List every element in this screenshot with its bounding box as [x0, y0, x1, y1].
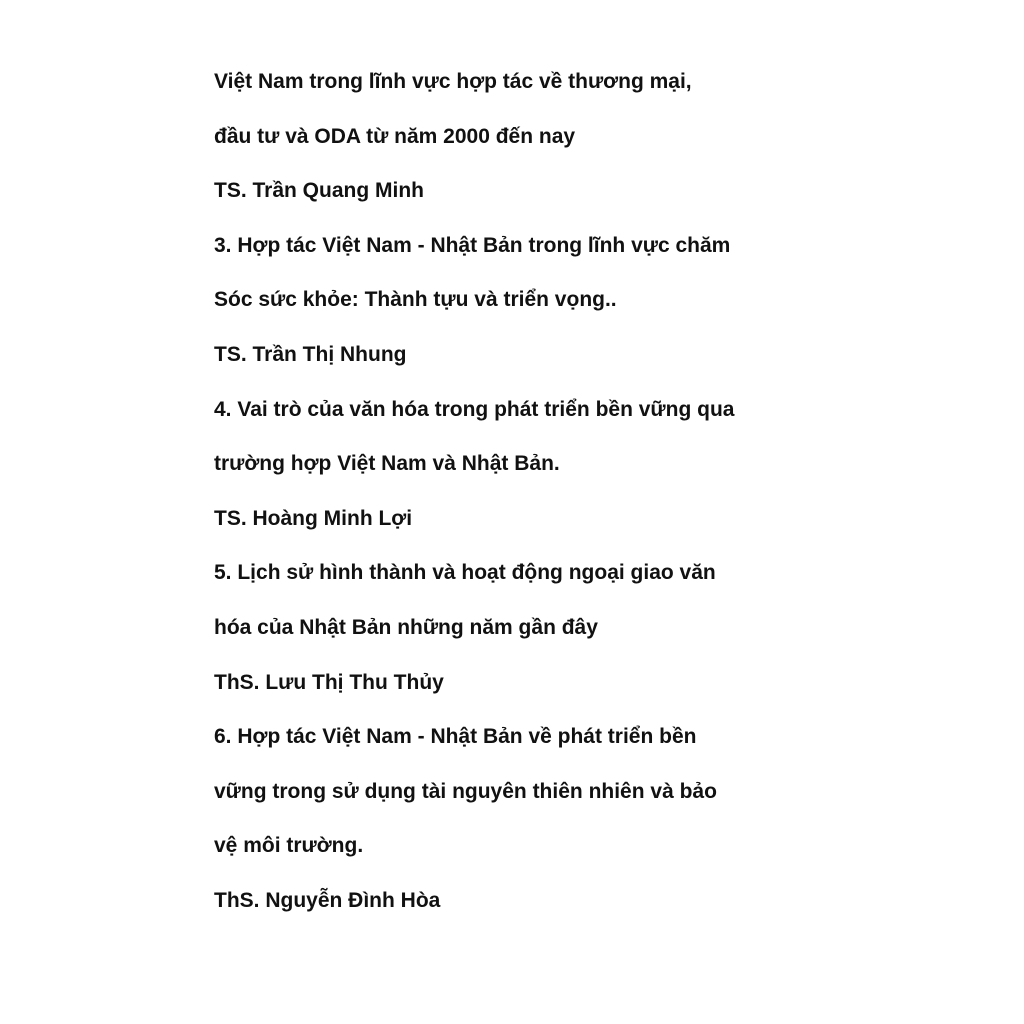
toc-line-item-3-author: TS. Trần Thị Nhung	[214, 342, 407, 366]
table-of-contents	[214, 64, 734, 938]
toc-line-item-4-title: trường hợp Việt Nam và Nhật Bản.	[214, 452, 560, 476]
toc-line-item-4-author: TS. Hoàng Minh Lợi	[214, 506, 413, 530]
toc-line-item-6-author: ThS. Nguyễn Đình Hòa	[214, 888, 441, 912]
toc-line-item-4-title: 4. Vai trò của văn hóa trong phát triển bền vững qua	[214, 397, 735, 421]
toc-line-item-6-title: vững trong sử dụng tài nguyên thiên nhiên và bảo	[214, 779, 717, 803]
toc-line-author: TS. Trần Quang Minh	[214, 179, 424, 203]
toc-line-item-6-title: vệ môi trường.	[214, 834, 364, 858]
toc-line-item-6-title: 6. Hợp tác Việt Nam - Nhật Bản về phát triển bền	[214, 725, 697, 749]
toc-line-item-5-title: hóa của Nhật Bản những năm gần đây	[214, 615, 598, 639]
toc-line-item-3-title: Sóc sức khỏe: Thành tựu và triển vọng..	[214, 288, 617, 312]
toc-line-item-5-author: ThS. Lưu Thị Thu Thủy	[214, 670, 444, 694]
toc-line-title-continued: đầu tư và ODA từ năm 2000 đến nay	[214, 124, 576, 148]
toc-line-title-continued: Việt Nam trong lĩnh vực hợp tác về thương mại,	[214, 70, 692, 93]
toc-line-item-3-title: 3. Hợp tác Việt Nam - Nhật Bản trong lĩnh vực chăm	[214, 233, 731, 257]
toc-line-item-5-title: 5. Lịch sử hình thành và hoạt động ngoại giao văn	[214, 561, 716, 585]
